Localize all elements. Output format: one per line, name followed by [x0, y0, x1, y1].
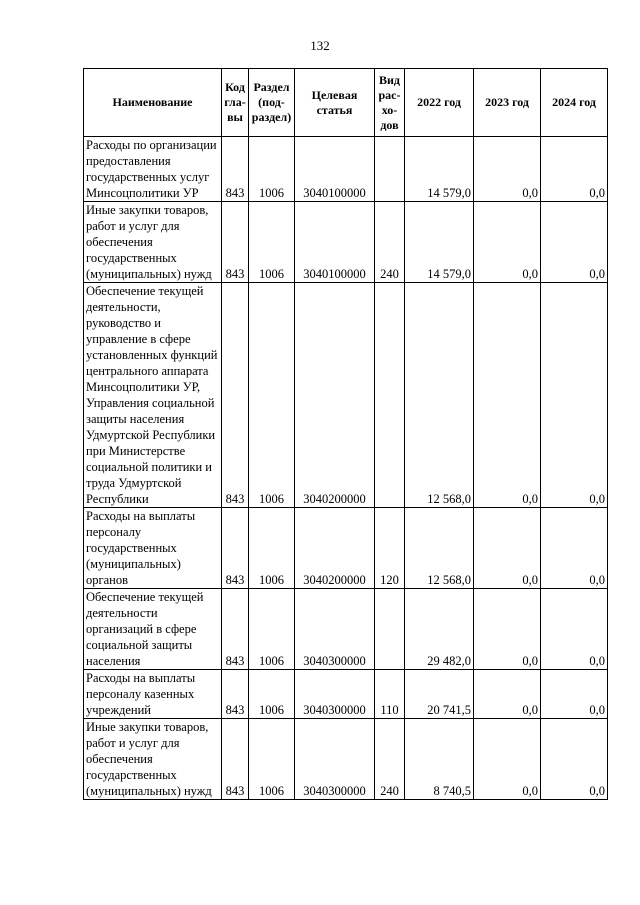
cell-kod: 843 — [222, 137, 249, 202]
header-celevaya: Целевая статья — [295, 69, 375, 137]
cell-2022: 12 568,0 — [405, 283, 474, 508]
cell-celevaya: 3040100000 — [295, 137, 375, 202]
table-row — [84, 202, 608, 283]
cell-celevaya: 3040300000 — [295, 719, 375, 800]
page-number: 132 — [310, 38, 330, 53]
table-header-row — [84, 69, 608, 137]
cell-2023: 0,0 — [474, 589, 541, 670]
cell-kod: 843 — [222, 589, 249, 670]
cell-vid: 110 — [375, 670, 405, 719]
cell-celevaya: 3040100000 — [295, 202, 375, 283]
cell-vid: 240 — [375, 202, 405, 283]
cell-kod: 843 — [222, 508, 249, 589]
cell-name: Обеспечение текущей деятельности организаций в сфере социальной защиты населения — [84, 589, 222, 670]
cell-kod: 843 — [222, 670, 249, 719]
cell-razdel: 1006 — [249, 283, 295, 508]
table-row — [84, 137, 608, 202]
cell-2022: 14 579,0 — [405, 202, 474, 283]
header-2022: 2022 год — [405, 69, 474, 137]
cell-2024: 0,0 — [541, 202, 608, 283]
cell-razdel: 1006 — [249, 670, 295, 719]
cell-2024: 0,0 — [541, 137, 608, 202]
cell-kod: 843 — [222, 202, 249, 283]
cell-vid: 240 — [375, 719, 405, 800]
cell-vid: 120 — [375, 508, 405, 589]
cell-celevaya: 3040300000 — [295, 589, 375, 670]
table-body — [84, 137, 608, 800]
cell-kod: 843 — [222, 719, 249, 800]
cell-name: Иные закупки товаров, работ и услуг для обеспечения государственных (муниципальных) нужд — [84, 202, 222, 283]
cell-2023: 0,0 — [474, 137, 541, 202]
cell-2022: 14 579,0 — [405, 137, 474, 202]
cell-celevaya: 3040200000 — [295, 283, 375, 508]
cell-2024: 0,0 — [541, 670, 608, 719]
cell-2024: 0,0 — [541, 283, 608, 508]
cell-celevaya: 3040200000 — [295, 508, 375, 589]
cell-name: Иные закупки товаров, работ и услуг для обеспечения государственных (муниципальных) нужд — [84, 719, 222, 800]
cell-2022: 29 482,0 — [405, 589, 474, 670]
budget-table — [83, 68, 608, 800]
cell-razdel: 1006 — [249, 202, 295, 283]
header-vid: Вид рас-хо-дов — [375, 69, 405, 137]
cell-razdel: 1006 — [249, 719, 295, 800]
cell-2023: 0,0 — [474, 719, 541, 800]
cell-2022: 8 740,5 — [405, 719, 474, 800]
table-row — [84, 283, 608, 508]
cell-kod: 843 — [222, 283, 249, 508]
cell-2022: 12 568,0 — [405, 508, 474, 589]
cell-name: Расходы на выплаты персоналу казенных учреждений — [84, 670, 222, 719]
cell-2024: 0,0 — [541, 589, 608, 670]
header-name: Наименование — [84, 69, 222, 137]
cell-razdel: 1006 — [249, 508, 295, 589]
header-2024: 2024 год — [541, 69, 608, 137]
cell-vid — [375, 137, 405, 202]
cell-name: Расходы по организации предоставления государственных услуг Минсоцполитики УР — [84, 137, 222, 202]
cell-2023: 0,0 — [474, 202, 541, 283]
table-row — [84, 508, 608, 589]
header-razdel: Раздел (под-раздел) — [249, 69, 295, 137]
cell-vid — [375, 589, 405, 670]
table-row — [84, 670, 608, 719]
cell-2023: 0,0 — [474, 670, 541, 719]
cell-razdel: 1006 — [249, 589, 295, 670]
cell-2022: 20 741,5 — [405, 670, 474, 719]
table-row — [84, 719, 608, 800]
cell-2023: 0,0 — [474, 508, 541, 589]
cell-celevaya: 3040300000 — [295, 670, 375, 719]
header-kod: Код гла-вы — [222, 69, 249, 137]
cell-name: Расходы на выплаты персоналу государственных (муниципальных) органов — [84, 508, 222, 589]
cell-vid — [375, 283, 405, 508]
cell-2024: 0,0 — [541, 508, 608, 589]
cell-2024: 0,0 — [541, 719, 608, 800]
table-row — [84, 589, 608, 670]
cell-2023: 0,0 — [474, 283, 541, 508]
header-2023: 2023 год — [474, 69, 541, 137]
cell-name: Обеспечение текущей деятельности, руководство и управление в сфере установленных функций центрального аппарата Минсоцполитики УР, Управления социальной защиты населения Удмуртской Республики при Министерстве социальной политики и труда Удмуртской Республики — [84, 283, 222, 508]
cell-razdel: 1006 — [249, 137, 295, 202]
